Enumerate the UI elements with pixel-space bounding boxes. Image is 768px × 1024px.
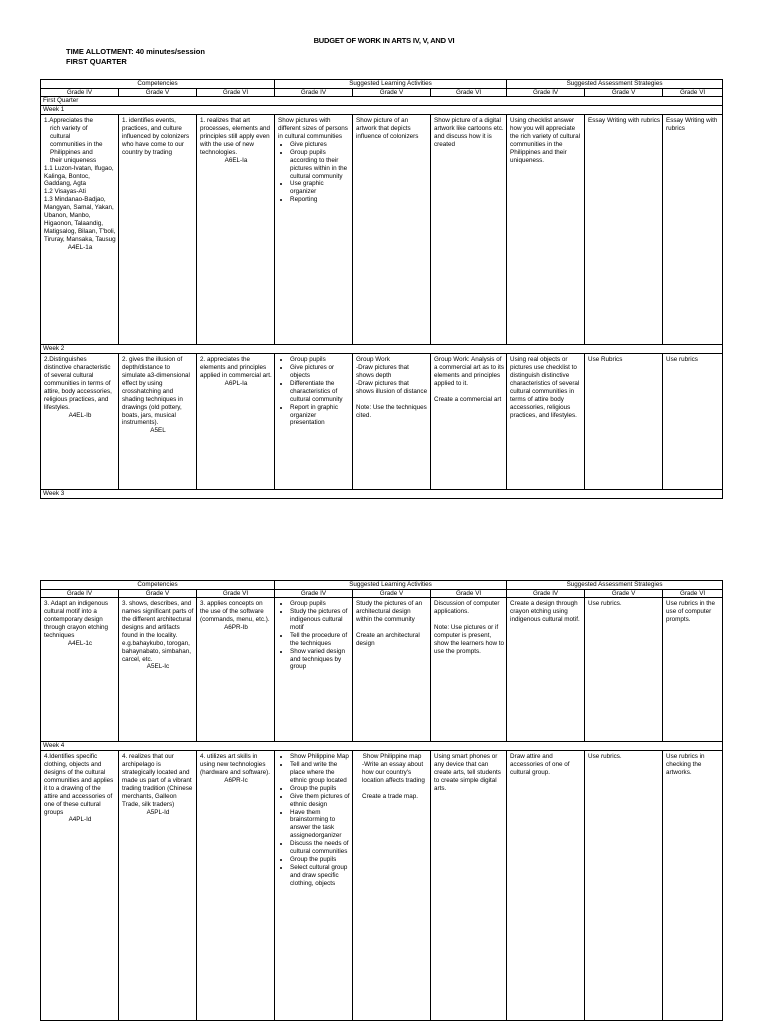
activity-cell [353,598,431,742]
grade-header: Grade IV [507,88,585,97]
assessment-cell: Use rubrics. [585,598,663,742]
competency-text: rich variety of [50,125,88,133]
competency-code: A4EL-1a [67,243,93,251]
competency-code: A4EL-Ib [68,411,92,419]
competency-subitem: 1.1 Luzon-Ivatan, Ifugao, Kalinga, Bontoc, Gaddang, Agta [44,164,114,188]
week2-row [41,354,723,490]
assessment-cell: Use rubrics. [585,751,663,1021]
grade-header: Grade V [119,589,197,598]
activity-text: -Draw pictures that shows illusion of distance [356,379,428,395]
activity-bullet: • Differentiate the characteristics of cultural community [290,380,350,404]
assessment-cell: Essay Writing with rubrics [663,115,723,345]
time-allotment: TIME ALLOTMENT: 40 minutes/session [66,47,205,56]
grade-header: Grade V [353,88,431,97]
activity-bullet: • Select cultural group and draw specific clothing, objects [290,864,350,888]
activity-text: Study the pictures of an architectural design within the community [356,600,423,623]
assessment-header: Suggested Assessment Strategies [507,80,723,89]
competency-cell [119,354,197,490]
assessment-header: Suggested Assessment Strategies [507,581,723,590]
activity-cell: Using smart phones or any device that can create arts, tell students to create simple digital arts. [431,751,507,1021]
competency-code: A6PR-Ic [224,776,248,784]
competency-text: 4. realizes that our archipelago is strategically located and made us part of a vibrant trading tradition (Chinese merchants, Galleon Trade, silk traders) [122,753,193,808]
week-label: Week 2 [41,345,723,354]
competency-cell [119,598,197,742]
competency-cell [197,598,275,742]
grade-header: Grade VI [431,589,507,598]
competency-code: A5EL-Ic [146,663,170,671]
activity-list [278,141,350,204]
learning-activities-header: Suggested Learning Activities [275,581,507,590]
competency-text: 1. identifies events, practices, and culture influenced by colonizers who have come to our country by trading [122,117,190,156]
competency-text: cultural [50,133,71,140]
learning-activities-header: Suggested Learning Activities [275,80,507,89]
activity-bullet: • Have them brainstorming to answer the task assignedorganizer [290,809,350,841]
activity-bullet: • Tell and write the place where the ethnic group located [290,761,350,785]
document-title: BUDGET OF WORK IN ARTS IV, V, AND VI [313,36,455,45]
grade-header: Grade VI [663,88,723,97]
activity-bullet: • Give pictures [290,141,350,149]
group-header-row [41,80,723,89]
activity-bullet: • Group pupils according to their pictures within in the cultural community [290,149,350,181]
activity-bullet: • Show Philippine Map [290,753,350,761]
activity-cell [431,598,507,742]
week4-row [41,751,723,1021]
competency-cell [197,115,275,345]
activity-cell [275,354,353,490]
grade-header: Grade V [585,589,663,598]
competency-code: A4PL-Id [68,816,92,824]
activity-cell [353,354,431,490]
grade-header: Grade VI [197,88,275,97]
activity-bullet: • Group pupils [290,356,350,364]
activity-cell [353,751,431,1021]
activity-cell [275,598,353,742]
grade-header: Grade VI [431,88,507,97]
grade-header: Grade V [119,88,197,97]
competency-code: A5EL [150,427,166,435]
quarter-label: FIRST QUARTER [66,57,127,66]
activity-cell: Show picture of an artwork that depicts influence of colonizers [353,115,431,345]
competency-cell [41,751,119,1021]
activity-text: Show Philippine map [362,753,422,761]
assessment-cell: Using real objects or pictures use checklist to distinguish distinctive characteristics of several cultural communities in terms of attire body accessories, religious practices, and lifestyles. [507,354,585,490]
grade-header-row [41,88,723,97]
competency-cell [197,751,275,1021]
competency-text: 1.Appreciates the [44,117,94,125]
assessment-cell: Use rubrics in checking the artworks. [663,751,723,1021]
competency-text: 3. shows, describes, and names significant parts of the different architectural designs and artifacts found in the locality. e.g.bahaykubo, torogan, bahaynabato, simbahan, carcel, etc. [122,600,194,663]
quarter-row: First Quarter [41,97,723,106]
grade-header: Grade IV [275,589,353,598]
grade-header: Grade V [585,88,663,97]
activity-text: Create a commercial art [434,395,502,403]
activity-note: Note: Use the techniques cited. [356,403,427,419]
competency-code: A6PR-Ib [224,623,248,631]
competency-text: 2. gives the illusion of depth/distance to simulate a3-dimensional effect by using crosshatching and shading techniques in drawings (old pottery, boats, jars, musical instruments). [122,356,190,427]
activity-text: -Draw pictures that shows depth [356,364,409,379]
competencies-header: Competencies [41,581,275,590]
activity-cell: Show picture of a digital artwork like cartoons etc. and discuss how it is created [431,115,507,345]
activity-bullet: • Tell the procedure of the techniques [290,632,350,648]
competency-subitem: 1.3 Mindanao-Badjao, Mangyan, Samal, Yakan, Ubanon, Manbo, Higaonon, Talaandig, Matigsalog, Bilaan, T'boli, Tiruray, Mansaka, Tausug [44,196,116,243]
competencies-header: Competencies [41,80,275,89]
activity-list [278,600,350,671]
assessment-cell: Create a design through crayon etching using indigenous cultural motif. [507,598,585,742]
competency-cell [41,598,119,742]
competency-cell [119,751,197,1021]
competency-cell [41,115,119,345]
competency-text: communities in the [50,140,103,148]
assessment-cell: Use Rubrics [585,354,663,490]
activity-bullet: • Study the pictures of indigenous cultural motif [290,608,350,632]
assessment-cell: Essay Writing with rubrics [585,115,663,345]
competency-text: their uniqueness [50,156,97,164]
competency-code: A5PL-Id [146,808,170,816]
activity-text: Show pictures with different sizes of persons in cultural communities [278,117,348,140]
activity-bullet: • Group the pupils [290,785,350,793]
activity-text: -Write an essay about how our country's location affects trading [362,761,425,784]
activity-bullet: • Discuss the needs of cultural communities [290,840,350,856]
competency-code: A6EL-Ia [224,156,248,164]
competency-code: A6PL-Ia [224,379,248,387]
grade-header: Grade IV [41,589,119,598]
week3-row [41,598,723,742]
activity-text: Create an architectural design [356,631,420,647]
week-label: Week 4 [41,742,723,751]
grade-header: Grade V [353,589,431,598]
grade-header-row [41,589,723,598]
assessment-cell: Using checklist answer how you will appreciate the rich variety of cultural communities in the Philippines and their uniqueness. [507,115,585,345]
competency-cell [197,354,275,490]
competency-text: 2.Distinguishes distinctive characteristic of several cultural communities in terms of attire, body accessories, religious practices, and lifestyles. [44,356,112,411]
assessment-cell: Use rubrics in the use of computer prompts. [663,598,723,742]
activity-text: Group Work [356,356,390,364]
activity-bullet: • Group the pupils [290,856,350,864]
competency-text: 1. realizes that art processes, elements and principles still apply even with the use of new technologies. [200,117,271,156]
competency-text: Philippines and [50,148,93,156]
grade-header: Grade IV [507,589,585,598]
competency-text: 3. applies concepts on the use of the software (commands, menu, etc.). [200,600,270,623]
activity-cell [275,115,353,345]
activity-list [278,753,350,887]
activity-bullet: • Show varied design and techniques by group [290,648,350,672]
competency-subitem: 1.2 Visayas-Ati [44,188,86,196]
grade-header: Grade IV [41,88,119,97]
assessment-cell: Draw attire and accessories of one of cultural group. [507,751,585,1021]
competency-code: A4EL-1c [67,639,93,647]
competency-text: 2. appreciates the elements and principles applied in commercial art. [200,356,272,379]
grade-header: Grade IV [275,88,353,97]
activity-cell [431,354,507,490]
week-label: Week 3 [41,490,723,499]
group-header-row [41,581,723,590]
activity-bullet: • Use graphic organizer [290,180,350,196]
activity-text: Group Work: Analysis of a commercial art as to its elements and principles applied to it. [434,356,505,387]
activity-bullet: • Group pupils [290,600,350,608]
assessment-cell: Use rubrics [663,354,723,490]
activity-bullet: • Report in graphic organizer presentation [290,404,350,428]
week-label: Week 1 [41,106,723,115]
competency-cell [41,354,119,490]
competency-text: 4.Identifies specific clothing, objects and designs of the cultural communities and applies it to a drawing of the attire and accessories of one of these cultural groups [44,753,114,816]
grade-header: Grade VI [197,589,275,598]
budget-table-2 [40,580,723,1021]
activity-bullet: • Give them pictures of ethnic design [290,793,350,809]
activity-list [278,356,350,427]
week1-row [41,115,723,345]
competency-text: 4. utilizes art skills in using new technologies (hardware and software). [200,753,270,776]
activity-note: Note: Use pictures or if computer is present, show the learners how to use the prompts. [434,624,505,655]
budget-table-1 [40,79,723,499]
activity-cell [275,751,353,1021]
grade-header: Grade VI [663,589,723,598]
competency-cell [119,115,197,345]
competency-text: 3. Adapt an indigenous cultural motif into a contemporary design through crayon etching techniques [44,600,109,639]
activity-text: Create a trade map. [362,792,419,800]
activity-bullet: • Give pictures or objects [290,364,350,380]
activity-text: Discussion of computer applications. [434,600,500,616]
activity-bullet: • Reporting [290,196,350,204]
